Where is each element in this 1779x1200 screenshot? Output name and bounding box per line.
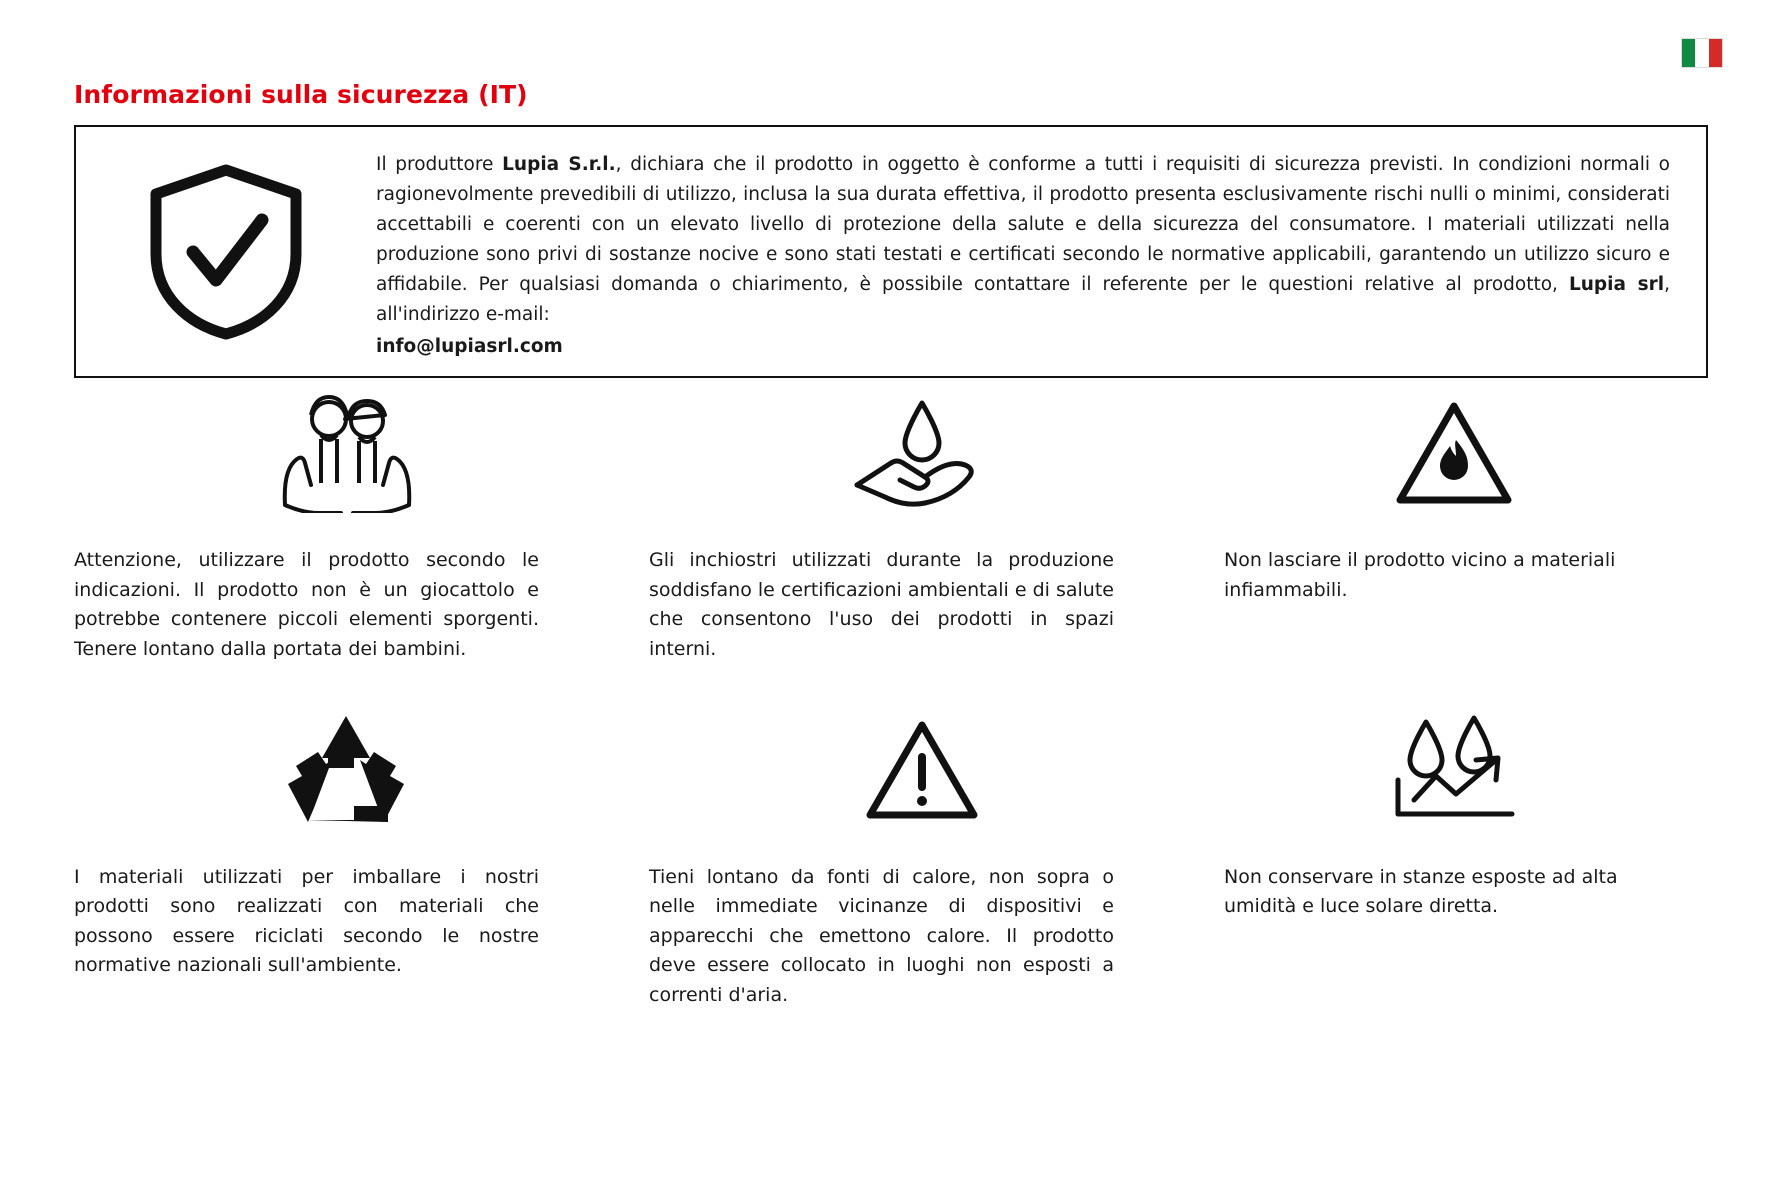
safety-item-text: Attenzione, utilizzare il prodotto secondo le indicazioni. Il prodotto non è un giocattolo e potrebbe contenere piccoli elementi sporgenti. Tenere lontano dalla portata dei bambini. — [74, 549, 539, 660]
ink-drop-hand-icon — [649, 388, 1194, 518]
children-hands-icon — [74, 388, 619, 518]
contact-email: info@lupiasrl.com — [376, 335, 563, 357]
safety-item-text: Gli inchiostri utilizzati durante la produzione soddisfano le certificazioni ambientali e di salute che consentono l'uso dei prodotti in spazi interni. — [649, 549, 1114, 660]
declaration-text-part3: , all'indirizzo e-mail: — [376, 273, 1670, 325]
safety-items-grid — [74, 388, 1714, 1011]
page-title: Informazioni sulla sicurezza (IT) — [74, 80, 528, 109]
safety-item-children — [74, 388, 649, 665]
flammable-warning-icon — [1224, 388, 1684, 518]
declaration-text-part1: Il produttore — [376, 154, 503, 175]
declaration-text-part2: , dichiara che il prodotto in oggetto è conforme a tutti i requisiti di sicurezza previsti. In condizioni normali o ragionevolmente prevedibili di utilizzo, inclusa la sua durata effettiva, il prodotto presenta esclusivamente rischi nulli o minimi, considerati accettabili e coerenti con un elevato livello di protezione della salute e della sicurezza del consumatore. I materiali utilizzati nella produzione sono privi di sostanze nocive e sono stati testati e certificati secondo le normative applicabili, garantendo un utilizzo sicuro e affidabile. Per qualsiasi domanda o chiarimento, è possibile contattare il referente per le questioni relative al prodotto, — [376, 154, 1671, 295]
safety-item-text: Non conservare in stanze esposte ad alta umidità e luce solare diretta. — [1224, 865, 1618, 918]
safety-item-heat — [649, 665, 1224, 1011]
safety-item-recycling — [74, 665, 649, 1011]
recycling-icon — [74, 705, 619, 835]
safety-item-text: I materiali utilizzati per imballare i nostri prodotti sono realizzati con materiali che possono essere riciclati secondo le nostre normative nazionali sull'ambiente. — [74, 865, 539, 977]
safety-item-humidity — [1224, 665, 1714, 1011]
safety-item-inks — [649, 388, 1224, 665]
safety-item-text: Non lasciare il prodotto vicino a materiali infiammabili. — [1224, 549, 1616, 601]
company-name: Lupia srl — [1568, 273, 1665, 295]
safety-item-flammable — [1224, 388, 1714, 665]
declaration-box — [74, 125, 1708, 378]
safety-item-text: Tieni lontano da fonti di calore, non sopra o nelle immediate vicinanze di dispositivi e apparecchi che emettono calore. Il prodotto deve essere collocato in luoghi non esposti a correnti d'aria. — [649, 865, 1114, 1006]
warning-exclamation-icon — [649, 705, 1194, 835]
no-humidity-sunlight-icon — [1224, 705, 1684, 835]
shield-check-icon — [76, 127, 376, 376]
declaration-text — [376, 127, 1706, 372]
manufacturer-name: Lupia S.r.l. — [502, 154, 616, 175]
italian-flag-icon — [1681, 38, 1723, 68]
